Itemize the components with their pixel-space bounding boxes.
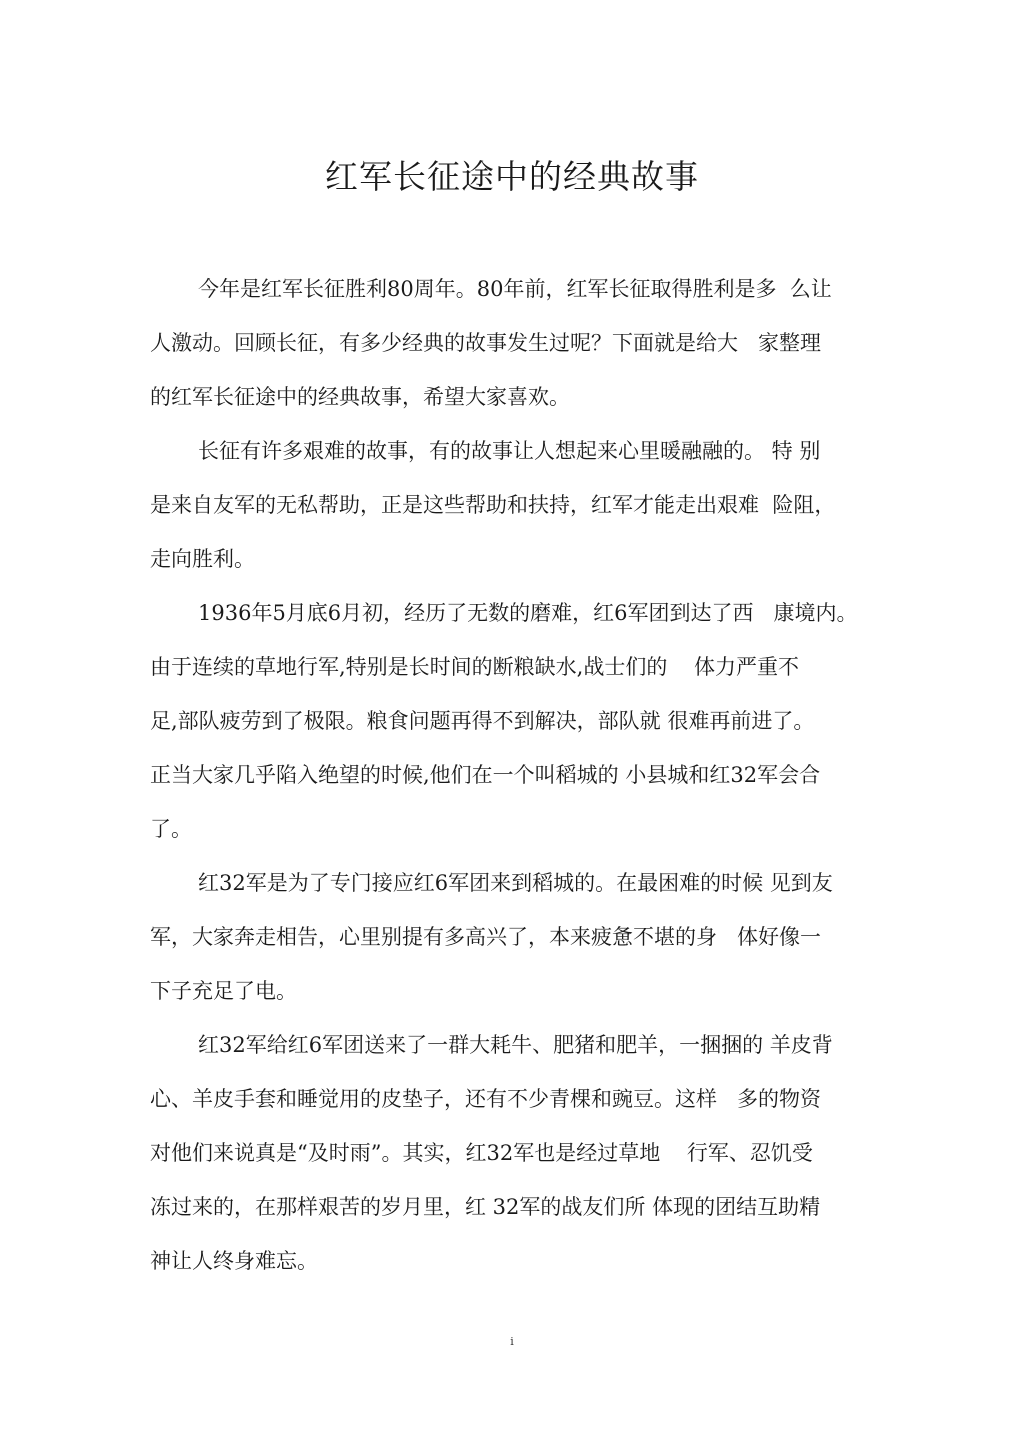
text-line: 红32军给红6军团送来了一群大耗牛、肥猪和肥羊，一捆捆的 羊皮背 — [198, 1033, 833, 1057]
text-line: 红32军是为了专门接应红6军团来到稻城的。在最困难的时候 见到友 — [198, 871, 833, 895]
text-line: 军，大家奔走相告，心里别提有多高兴了，本来疲惫不堪的身 体好像一 — [150, 925, 822, 949]
paragraph-2 — [150, 424, 870, 586]
document-body — [150, 262, 870, 1288]
paragraph-4 — [150, 856, 870, 1018]
text-line: 心、羊皮手套和睡觉用的皮垫子，还有不少青棵和豌豆。这样 多的物资 — [150, 1087, 822, 1111]
text-line: 由于连续的草地行军,特别是长时间的断粮缺水,战士们的 体力严重不 — [150, 655, 800, 679]
paragraph-1 — [150, 262, 870, 424]
page-number: i — [510, 1335, 514, 1348]
text-line: 足,部队疲劳到了极限。粮食问题再得不到解决，部队就 很难再前进了。 — [150, 709, 815, 733]
text-line: 对他们来说真是“及时雨”。其实，红32军也是经过草地 行军、忍饥受 — [150, 1141, 813, 1165]
text-line: 的红军长征途中的经典故事，希望大家喜欢。 — [150, 385, 570, 409]
text-line: 了。 — [150, 817, 192, 841]
text-line: 是来自友军的无私帮助，正是这些帮助和扶持，红军才能走出艰难 险阻， — [150, 493, 836, 517]
text-line: 长征有许多艰难的故事，有的故事让人想起来心里暖融融的。 特 别 — [198, 439, 821, 463]
text-line: 神让人终身难忘。 — [150, 1249, 318, 1273]
paragraph-5 — [150, 1018, 870, 1288]
text-line: 走向胜利。 — [150, 547, 255, 571]
paragraph-3 — [150, 586, 870, 856]
document-title: 红军长征途中的经典故事 — [325, 157, 699, 196]
text-line: 今年是红军长征胜利80周年。80年前，红军长征取得胜利是多 么让 — [198, 277, 832, 301]
text-line: 冻过来的，在那样艰苦的岁月里，红 32军的战友们所 体现的团结互助精 — [150, 1195, 821, 1219]
text-line: 下子充足了电。 — [150, 979, 297, 1003]
text-line: 1936年5月底6月初，经历了无数的磨难，红6军团到达了西 康境内。 — [198, 601, 858, 625]
text-line: 人激动。回顾长征，有多少经典的故事发生过呢？下面就是给大 家整理 — [150, 331, 822, 355]
text-line: 正当大家几乎陷入绝望的时候,他们在一个叫稻城的 小县城和红32军会合 — [150, 763, 821, 787]
